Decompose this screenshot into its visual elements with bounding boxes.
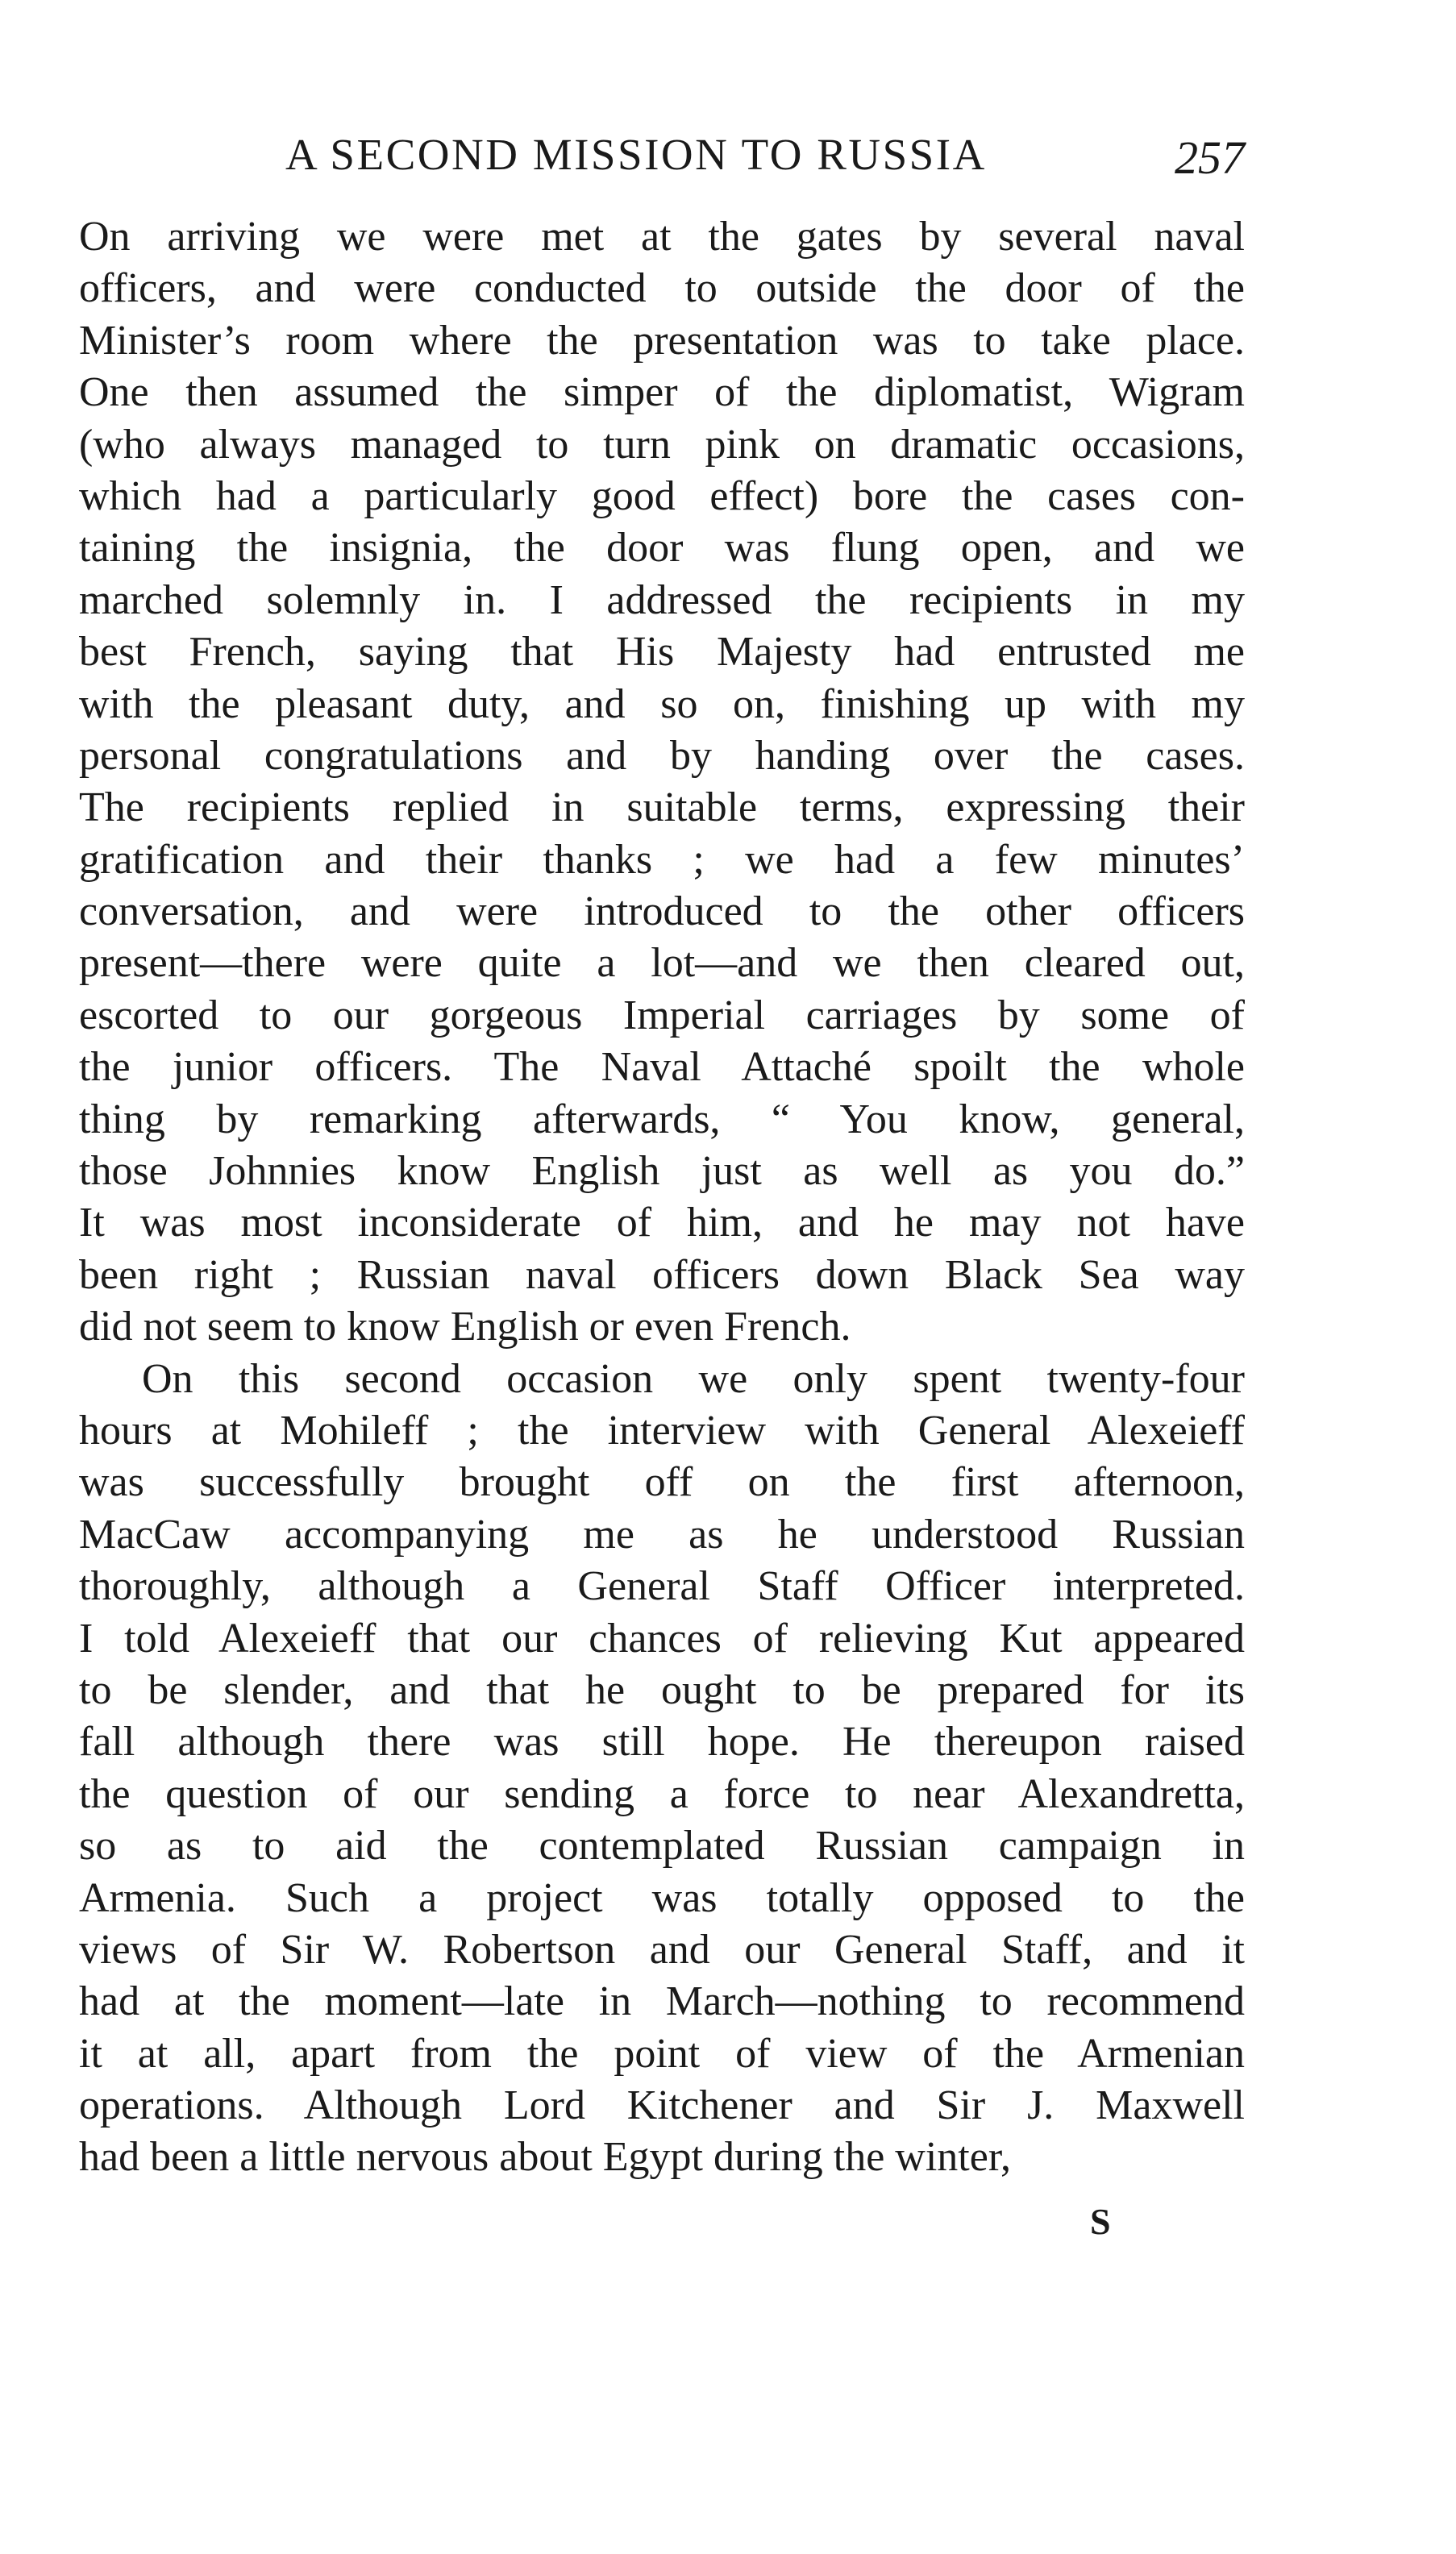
text-line: thoroughly, although a General Staff Officer interpreted. [79,1563,1245,1610]
text-line: which had a particularly good effect) bore the cases con- [79,472,1245,519]
text-line: One then assumed the simper of the diplomatist, Wigram [79,369,1245,416]
text-line: Armenia. Such a project was totally opposed to the [79,1874,1245,1921]
running-head [285,123,1245,187]
text-line: MacCaw accompanying me as he understood Russian [79,1511,1245,1558]
text-line: gratification and their thanks ; we had a few minutes’ [79,836,1245,883]
text-line: On arriving we were met at the gates by several naval [79,214,1245,260]
text-line: been right ; Russian naval officers down Black Sea way [79,1251,1245,1298]
text-line: with the pleasant duty, and so on, finishing up with my [79,680,1245,727]
paragraph [79,1354,1245,2184]
text-line: had at the moment—late in March—nothing to recommend [79,1978,1245,2025]
text-line: the junior officers. The Naval Attaché spoilt the whole [79,1044,1245,1091]
text-line: had been a little nervous about Egypt during the winter, [79,2134,1012,2181]
text-line: It was most inconsiderate of him, and he may not have [79,1200,1245,1246]
text-line: so as to aid the contemplated Russian campaign in [79,1823,1245,1870]
text-line: marched solemnly in. I addressed the recipients in my [79,576,1245,623]
text-line: operations. Although Lord Kitchener and Sir J. Maxwell [79,2082,1245,2129]
text-line: personal congratulations and by handing over the cases. [79,732,1245,779]
text-line: The recipients replied in suitable terms, expressing their [79,784,1245,831]
text-line: best French, saying that His Majesty had entrusted me [79,629,1245,676]
body-text [79,211,1245,2184]
text-line: to be slender, and that he ought to be prepared for its [79,1666,1245,1713]
text-line: those Johnnies know English just as well as you do.” [79,1148,1245,1195]
signature-mark: S [1090,2201,1113,2242]
running-title: A SECOND MISSION TO RUSSIA [285,130,987,179]
text-line: Minister’s room where the presentation was to take place. [79,317,1245,364]
text-line: I told Alexeieff that our chances of relieving Kut appeared [79,1615,1245,1662]
text-line: thing by remarking afterwards, “ You know, general, [79,1096,1245,1142]
text-line: fall although there was still hope. He thereupon raised [79,1719,1245,1766]
text-line: views of Sir W. Robertson and our General Staff, and it [79,1926,1245,1973]
text-line: On this second occasion we only spent twenty-four [142,1355,1245,1402]
page-number: 257 [1175,131,1245,184]
text-line: did not seem to know English or even French. [79,1304,851,1350]
text-line: taining the insignia, the door was flung open, and we [79,525,1245,572]
text-line: (who always managed to turn pink on dramatic occasions, [79,421,1245,468]
text-line: was successfully brought off on the first afternoon, [79,1459,1245,1506]
text-line: present—there were quite a lot—and we then cleared out, [79,940,1245,987]
text-line: the question of our sending a force to near Alexandretta, [79,1770,1245,1817]
paragraph [79,211,1245,1354]
text-line: conversation, and were introduced to the other officers [79,888,1245,935]
text-line: officers, and were conducted to outside the door of the [79,265,1245,312]
text-line: it at all, apart from the point of view of the Armenian [79,2030,1245,2077]
text-line: hours at Mohileff ; the interview with General Alexeieff [79,1407,1245,1454]
text-line: escorted to our gorgeous Imperial carriages by some of [79,992,1245,1038]
